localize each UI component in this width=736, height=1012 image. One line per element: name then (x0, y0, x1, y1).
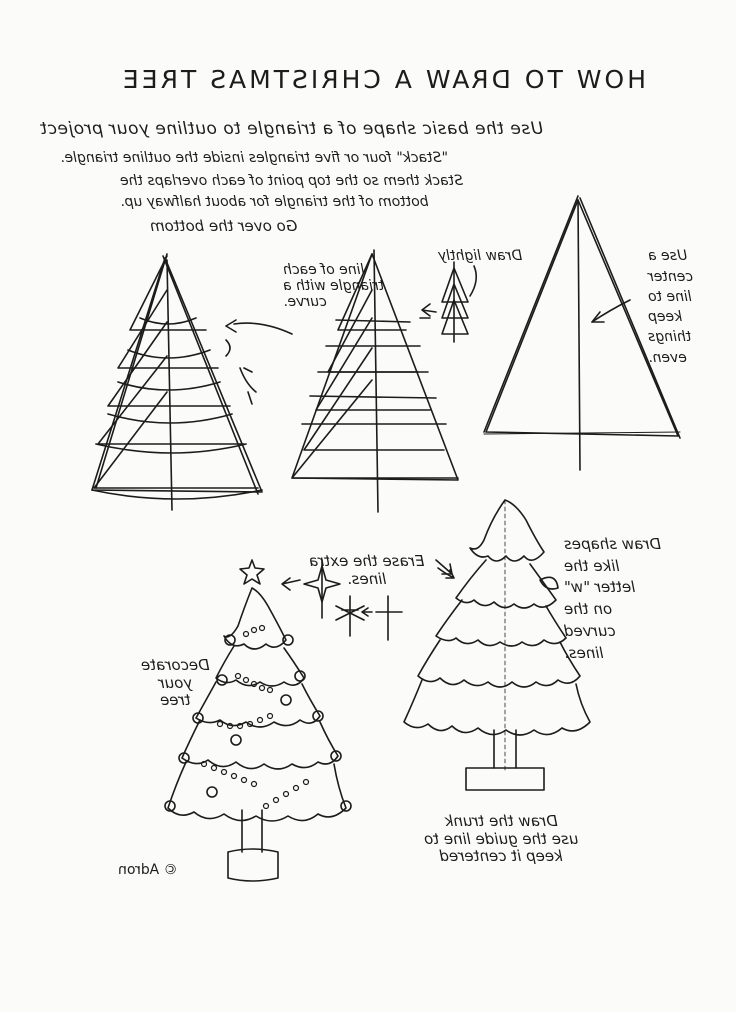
instruction-step-5-text: Go over the bottom (150, 217, 298, 235)
draw-shapes-note (545, 512, 661, 686)
instruction-step-2 (60, 150, 448, 166)
curve-note (265, 246, 384, 326)
decorate-note (122, 640, 210, 726)
artist-credit-text: © Adron (118, 862, 178, 878)
instruction-step-3 (120, 173, 463, 189)
instruction-step-2-text: "Stack" four or five triangles inside the outline triangle. (60, 150, 448, 166)
center-line-note (630, 226, 693, 388)
instruction-step-4-text: bottom of the triangle for about halfway up. (120, 194, 429, 210)
instruction-step-4 (120, 194, 429, 210)
erase-lines-note (290, 536, 424, 605)
small-stacked-triangles-drawing (422, 262, 476, 342)
draw-lightly-text: Draw lightly (438, 248, 523, 264)
page-title-text: HOW TO DRAW A CHRISTMAS TREE (120, 65, 646, 94)
instruction-step-5 (150, 218, 297, 235)
instruction-step-1 (40, 120, 543, 140)
trunk-text: Draw the trunk use the guide line to keep it centered (424, 812, 579, 865)
center-line-text: Use a center line to keep things even. (647, 248, 693, 366)
trunk-note (405, 796, 578, 882)
decorate-text: Decorate your tree (141, 656, 210, 709)
instruction-step-3-text: Stack them so the top point of each overlaps the (120, 173, 464, 189)
page-title (120, 65, 646, 95)
curve-note-text: line of each triangle with a curve. (282, 262, 384, 311)
instruction-step-1-text: Use the basic shape of a triangle to outline your project (40, 119, 544, 139)
draw-shapes-text: Draw shapes like the letter "w" on the curved lines. (564, 534, 662, 662)
artist-credit (118, 862, 178, 878)
erase-lines-text: Erase the extra lines. (309, 552, 425, 588)
curved-lines-tree-drawing (92, 254, 292, 510)
draw-lightly-note (438, 248, 522, 264)
note-arrows (420, 318, 454, 578)
